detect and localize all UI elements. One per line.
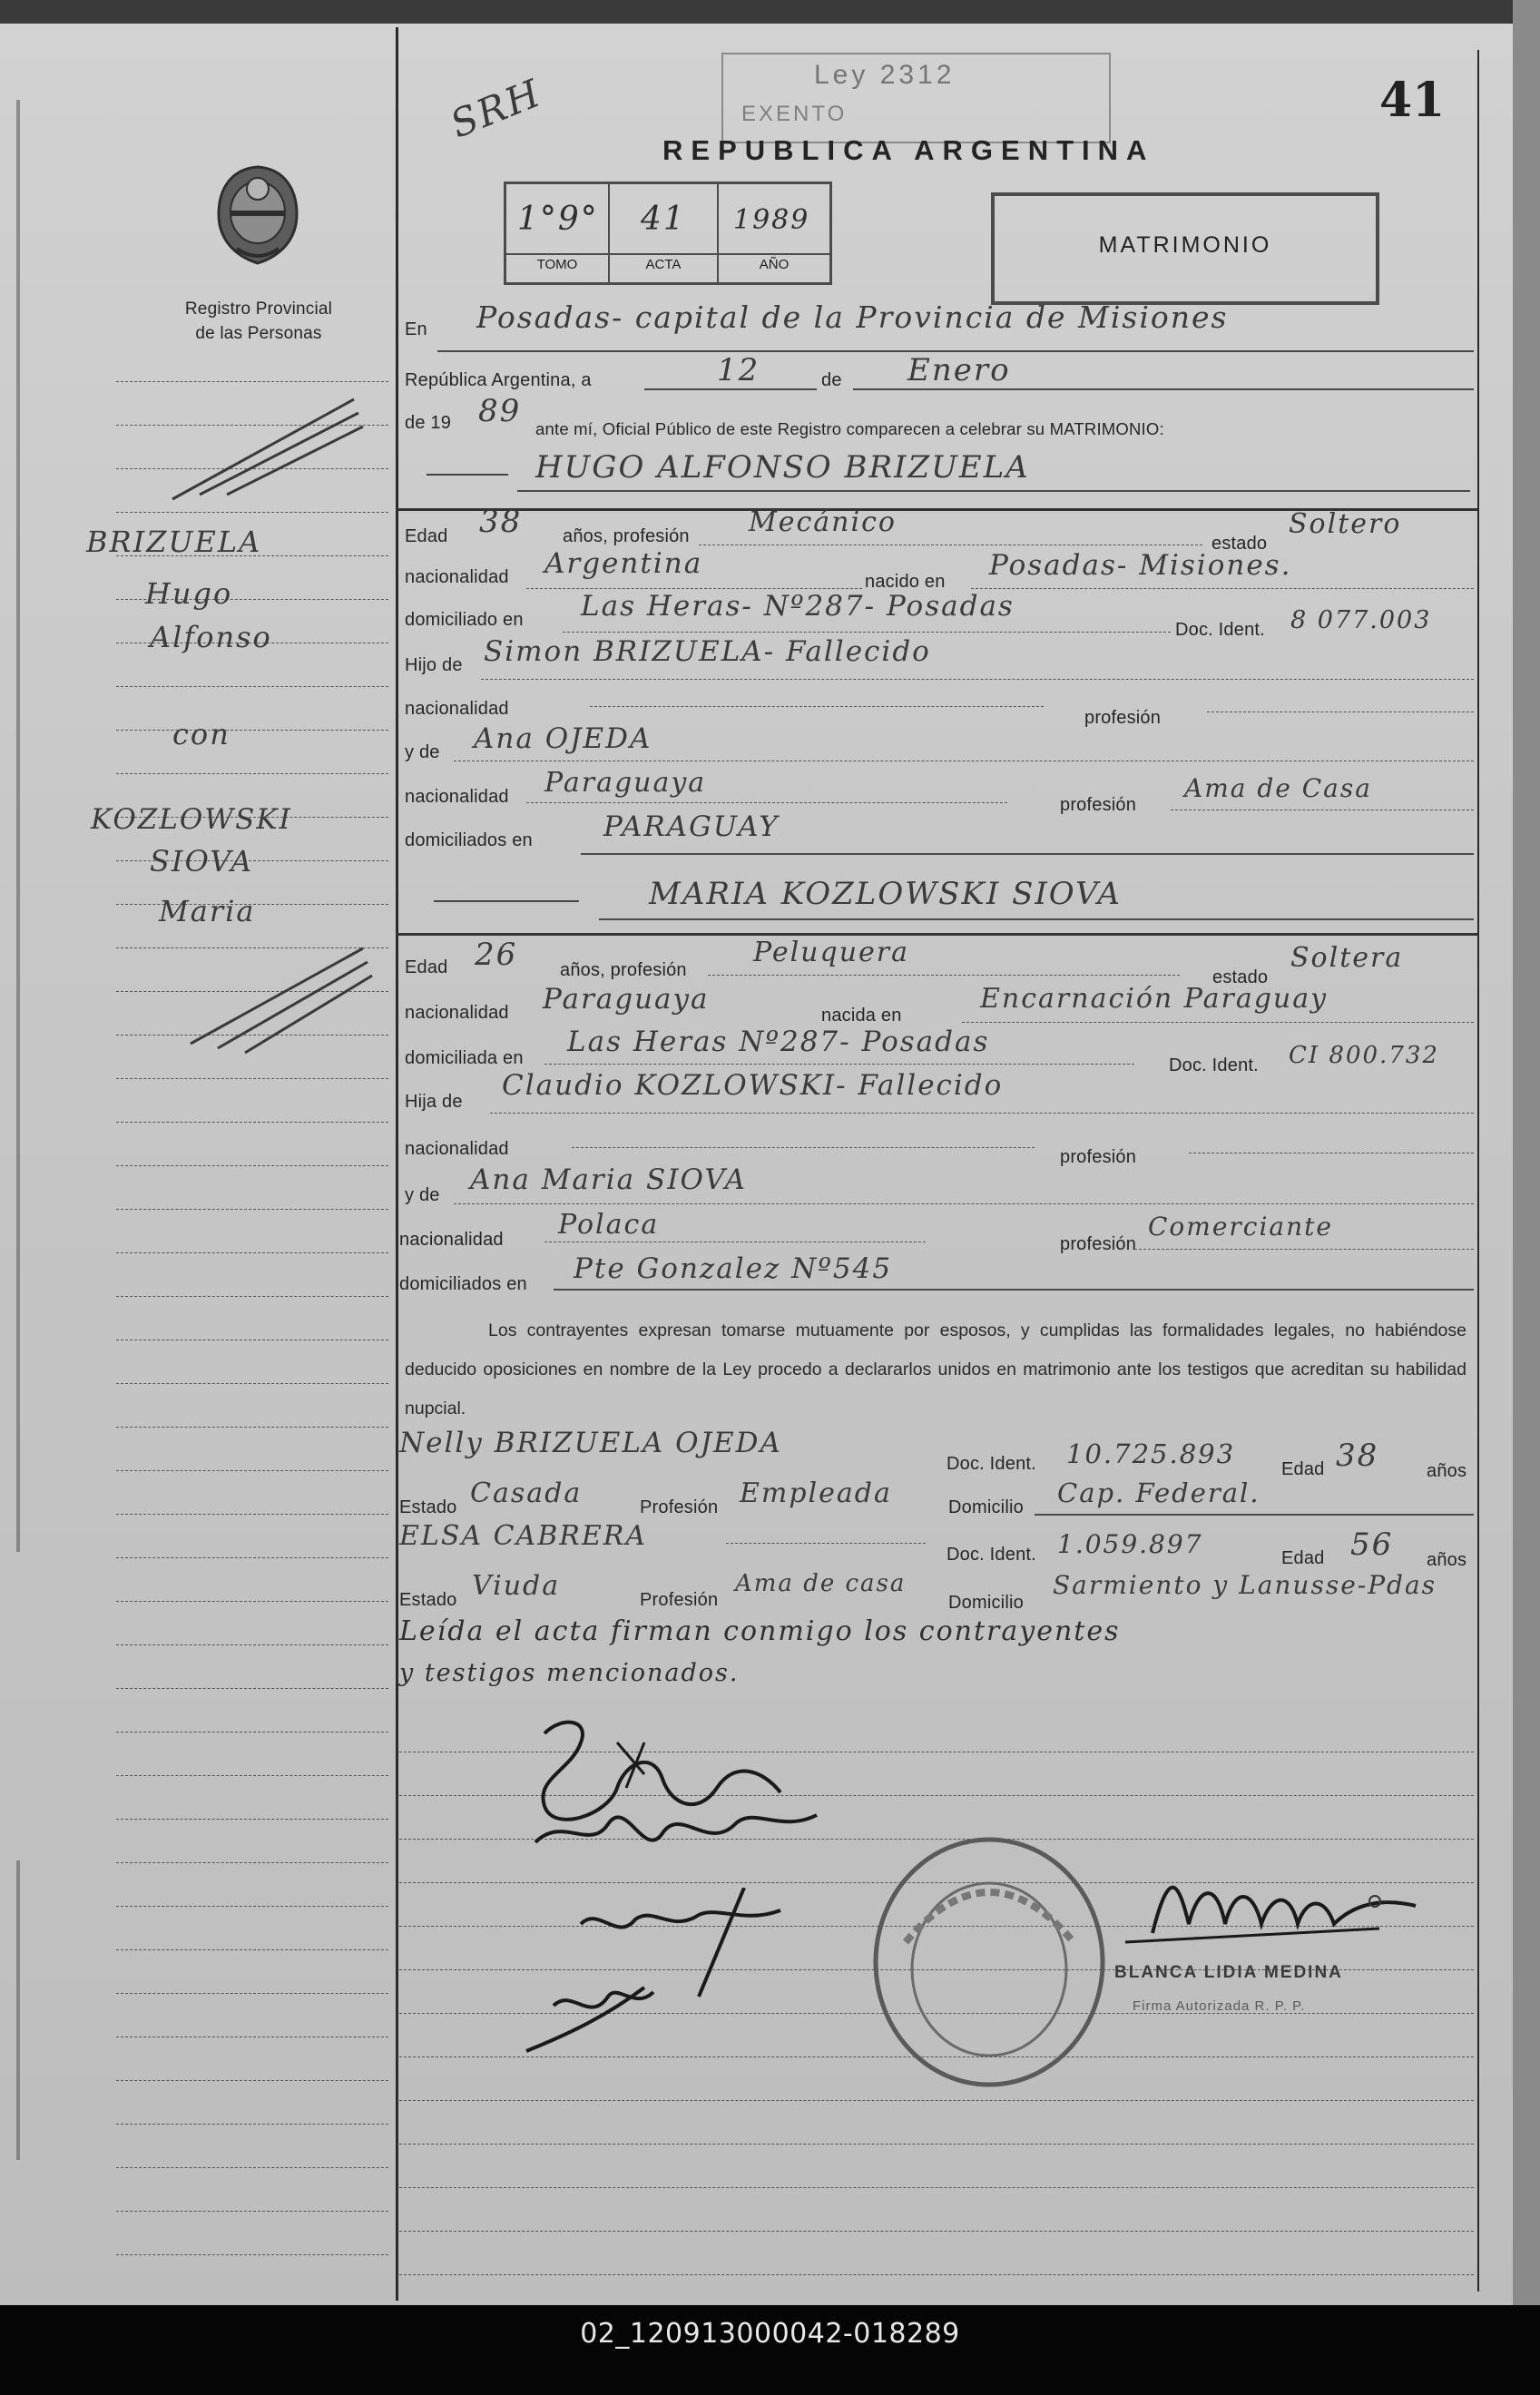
bride-nac-label: nacionalidad (405, 1003, 509, 1023)
bride-nationality: Paraguaya (543, 983, 710, 1016)
margin-rule (116, 1644, 388, 1645)
binding-mark (16, 100, 29, 1552)
acta-value: 41 (641, 201, 686, 238)
margin-groom-surname: BRIZUELA (86, 525, 262, 559)
bride-civil-status: Soltera (1290, 942, 1404, 974)
groom-yde-label: y de (405, 742, 440, 762)
groom-mother-nationality: Paraguaya (544, 767, 707, 799)
margin-rule (116, 1601, 388, 1602)
bride-mother-nac-label: nacionalidad (399, 1230, 504, 1250)
witness1-estado-label: Estado (399, 1497, 457, 1517)
bride-father: Claudio KOZLOWSKI- Fallecido (502, 1069, 1004, 1102)
bride-mother-nationality: Polaca (558, 1209, 660, 1241)
record-number-box (504, 182, 832, 285)
groom-father: Simon BRIZUELA- Fallecido (484, 635, 931, 668)
groom-hijo-label: Hijo de (405, 655, 463, 675)
margin-rule (116, 1819, 388, 1820)
margin-strike-marks (163, 381, 372, 508)
official-seal-icon (869, 1833, 1110, 2092)
witness2-profession: Ama de casa (735, 1570, 907, 1597)
marriage-month: Enero (907, 352, 1011, 388)
body-rule (399, 2187, 1474, 2188)
bride-name: MARIA KOZLOWSKI SIOVA (649, 876, 1122, 912)
bride-edad-label: Edad (405, 957, 448, 977)
witness2-edad-label: Edad (1281, 1548, 1325, 1568)
groom-mother: Ana OJEDA (474, 722, 652, 755)
witness1-anos-label: años (1427, 1461, 1467, 1481)
margin-rule (116, 1165, 388, 1166)
witness1-profession: Empleada (740, 1477, 892, 1509)
bride-estado-label: estado (1212, 967, 1269, 987)
margin-rule (116, 1383, 388, 1384)
witness1-name: Nelly BRIZUELA OJEDA (399, 1427, 782, 1459)
groom-nationality: Argentina (544, 547, 703, 580)
margin-rule (116, 1122, 388, 1123)
groom-estado-label: estado (1211, 534, 1268, 554)
groom-mother-prof-label: profesión (1060, 795, 1137, 815)
bride-parents-address: Pte Gonzalez Nº545 (574, 1252, 893, 1285)
bride-birthplace: Encarnación Paraguay (980, 983, 1329, 1015)
margin-rule (116, 686, 388, 687)
anio-value: 1989 (733, 204, 810, 236)
bride-address: Las Heras Nº287- Posadas (567, 1026, 990, 1058)
groom-nac-label: nacionalidad (405, 567, 509, 587)
declaration-text: Los contrayentes expresan tomarse mutuamente por esposos, y cumplidas las formalidades legales, no habiéndose deducido oposiciones en nombre de la Ley procedo a declararlos unidos en matrimonio ante los testigos que acreditan su habilidad nupcial. (405, 1320, 1466, 1418)
margin-rule (116, 1688, 388, 1689)
ante-text: ante mí, Oficial Público de este Registro comparecen a celebrar su MATRIMONIO: (535, 419, 1164, 438)
witness2-doc-label: Doc. Ident. (947, 1545, 1036, 1565)
margin-rule (116, 1949, 388, 1950)
body-rule (399, 2274, 1474, 2275)
witness1-civil-status: Casada (470, 1477, 583, 1509)
coat-of-arms-icon (204, 162, 311, 269)
bride-nacida-label: nacida en (821, 1006, 902, 1026)
witness1-doc-label: Doc. Ident. (947, 1454, 1036, 1474)
witness1-edad-label: Edad (1281, 1459, 1325, 1479)
spouses-signatures (508, 1706, 835, 1906)
witness2-doc: 1.059.897 (1057, 1529, 1203, 1559)
margin-bride-surname2: SIOVA (150, 844, 254, 878)
groom-profesion-label: años, profesión (563, 526, 690, 546)
groom-age: 38 (479, 504, 523, 540)
witness1-prof-label: Profesión (640, 1497, 719, 1517)
country-heading: REPUBLICA ARGENTINA (662, 134, 1155, 166)
corner-initials: SRH (444, 70, 548, 147)
bride-yde-label: y de (405, 1185, 440, 1205)
groom-name: HUGO ALFONSO BRIZUELA (535, 449, 1030, 486)
margin-groom-first: Hugo (145, 576, 233, 611)
margin-bride-surname1: KOZLOWSKI (91, 803, 292, 836)
margin-rule (116, 2124, 388, 2125)
binding-mark-lower (16, 1860, 29, 2160)
de-label: de (821, 370, 842, 390)
margin-rule (116, 2167, 388, 2168)
bride-mother-profession: Comerciante (1148, 1212, 1333, 1242)
body-rule (399, 2144, 1474, 2145)
groom-birthplace: Posadas- Misiones. (989, 549, 1292, 582)
officer-signature (1107, 1833, 1470, 1978)
doc-type-box (991, 192, 1379, 305)
groom-address: Las Heras- Nº287- Posadas (581, 590, 1015, 623)
margin-rule (116, 1514, 388, 1515)
en-label: En (405, 319, 427, 339)
witness2-age: 56 (1350, 1526, 1394, 1563)
margin-rule (116, 730, 388, 731)
margin-groom-second: Alfonso (150, 620, 272, 654)
margin-rule (116, 1427, 388, 1428)
witness2-name: ELSA CABRERA (399, 1520, 647, 1552)
groom-doc-label: Doc. Ident. (1175, 620, 1265, 640)
witnesses-signatures (517, 1888, 826, 2069)
groom-profession: Mecánico (749, 506, 897, 538)
page-top-shadow (0, 0, 1540, 24)
bride-dom-label: domiciliada en (405, 1048, 524, 1068)
marriage-place: Posadas- capital de la Provincia de Misiones (476, 299, 1229, 335)
groom-edad-label: Edad (405, 526, 448, 546)
margin-rule (116, 773, 388, 774)
groom-doc: 8 077.003 (1290, 606, 1432, 634)
groom-mother-profession: Ama de Casa (1184, 773, 1372, 803)
bride-mother-prof-label: profesión (1060, 1234, 1137, 1254)
body-rule (399, 2100, 1474, 2101)
margin-rule (116, 2080, 388, 2081)
bride-parents-dom-label: domiciliados en (399, 1274, 527, 1294)
margin-rule (116, 1906, 388, 1907)
registry-line2: de las Personas (195, 324, 322, 343)
tomo-label: TOMO (536, 257, 578, 272)
year-prefix: de 19 (405, 413, 452, 433)
margin-bride-first: Maria (159, 894, 256, 928)
anio-label: AÑO (759, 257, 790, 272)
bride-doc-label: Doc. Ident. (1169, 1055, 1259, 1075)
officer-title: Firma Autorizada R. P. P. (1133, 1998, 1306, 2014)
witness1-dom-label: Domicilio (948, 1497, 1024, 1517)
right-border (1477, 50, 1479, 2292)
witness2-civil-status: Viuda (472, 1570, 561, 1602)
margin-rule (116, 512, 388, 513)
bride-mother: Ana Maria SIOVA (470, 1163, 748, 1196)
margin-rule (116, 1557, 388, 1558)
witness2-address: Sarmiento y Lanusse-Pdas (1053, 1570, 1437, 1600)
registry-line1: Registro Provincial (184, 299, 333, 319)
groom-father-nac-label: nacionalidad (405, 699, 509, 719)
body-rule (399, 2231, 1474, 2232)
bride-father-prof-label: profesión (1060, 1147, 1137, 1167)
bride-profesion-label: años, profesión (560, 960, 687, 980)
tomo-value: 1°9° (517, 201, 599, 238)
bride-hija-label: Hija de (405, 1092, 463, 1112)
stamp-ley-text: Ley 2312 (814, 60, 956, 90)
scan-code: 02_120913000042-018289 (580, 2318, 960, 2350)
groom-nacido-label: nacido en (865, 572, 946, 592)
witness2-prof-label: Profesión (640, 1590, 719, 1610)
officer-name: BLANCA LIDIA MEDINA (1114, 1963, 1343, 1982)
margin-rule (116, 1078, 388, 1079)
margin-rule (116, 1470, 388, 1471)
stamp-exento-text: EXENTO (741, 102, 848, 126)
witness1-address: Cap. Federal. (1057, 1477, 1260, 1508)
bride-profession: Peluquera (753, 937, 910, 968)
groom-parents-dom-label: domiciliados en (405, 830, 533, 850)
margin-rule (116, 2254, 388, 2255)
groom-parents-address: PARAGUAY (603, 810, 780, 843)
page-edge (1513, 0, 1540, 2305)
bride-age: 26 (475, 937, 518, 973)
margin-strike-marks-lower (181, 935, 381, 1062)
margin-rule (116, 1252, 388, 1253)
margin-con: con (172, 717, 231, 751)
bride-doc: CI 800.732 (1289, 1042, 1439, 1069)
marriage-day: 12 (717, 352, 760, 388)
republic-label: República Argentina, a (405, 370, 592, 390)
margin-rule (116, 1862, 388, 1863)
margin-rule (116, 1993, 388, 1994)
margin-rule (116, 2211, 388, 2212)
witness2-estado-label: Estado (399, 1590, 457, 1610)
tax-stamp (721, 53, 1111, 143)
scan-footer (0, 2305, 1540, 2395)
witness1-doc: 10.725.893 (1066, 1438, 1236, 1469)
groom-father-prof-label: profesión (1084, 708, 1162, 728)
margin-divider (396, 27, 398, 2301)
witness2-dom-label: Domicilio (948, 1593, 1024, 1613)
marriage-year: 89 (478, 393, 522, 429)
acta-label: ACTA (645, 257, 682, 272)
groom-mother-nac-label: nacionalidad (405, 787, 509, 807)
groom-dom-label: domiciliado en (405, 610, 524, 630)
margin-rule (116, 1775, 388, 1776)
margin-rule (116, 1296, 388, 1297)
doc-type: MATRIMONIO (1098, 232, 1272, 258)
margin-rule (116, 1209, 388, 1210)
folio-number: 41 (1379, 73, 1446, 128)
witness2-anos-label: años (1427, 1550, 1467, 1570)
groom-civil-status: Soltero (1289, 508, 1402, 540)
witness1-age: 38 (1336, 1438, 1379, 1474)
closing-note-line1: Leída el acta firman conmigo los contrayentes (399, 1615, 1121, 1647)
closing-note-line2: y testigos mencionados. (399, 1659, 740, 1687)
bride-father-nac-label: nacionalidad (405, 1139, 509, 1159)
